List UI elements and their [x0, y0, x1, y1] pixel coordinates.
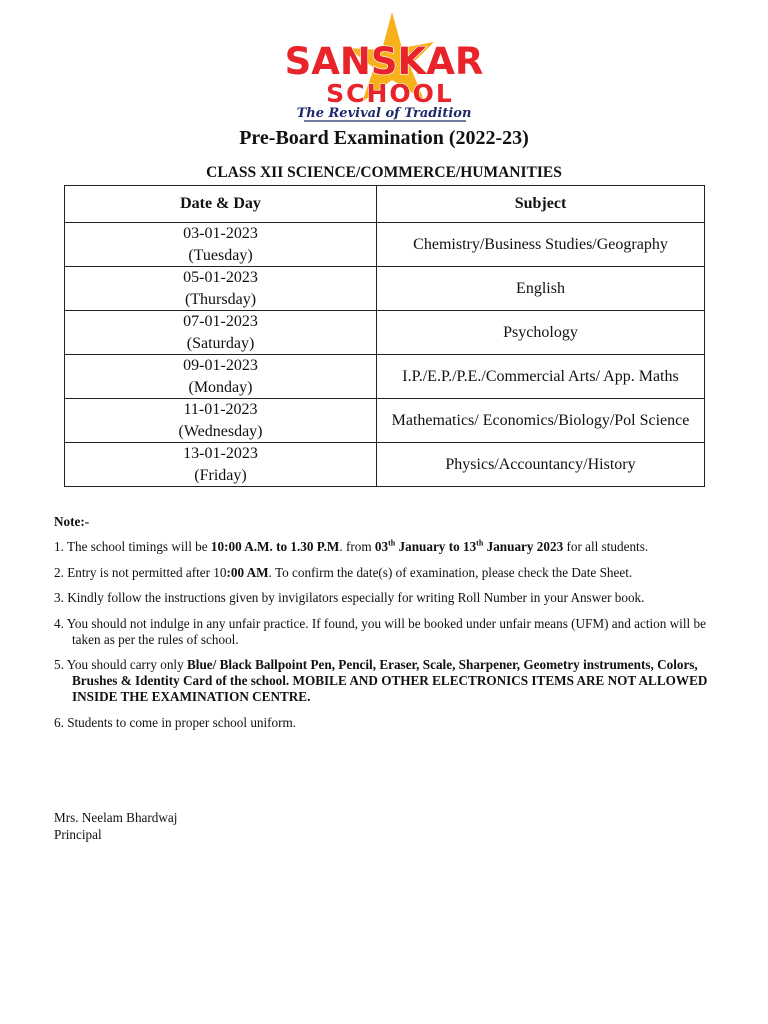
ordinal-suffix: th: [476, 538, 484, 548]
note-text: 1. The school timings will be: [54, 539, 211, 554]
exam-date: 03-01-2023: [183, 225, 258, 242]
school-logo: [284, 8, 484, 126]
logo-line1: SANSKAR: [284, 40, 484, 83]
exam-date: 13-01-2023: [183, 445, 258, 462]
exam-schedule-table: [64, 185, 705, 487]
table-row: [65, 399, 705, 443]
table-header-row: [65, 186, 705, 223]
ordinal-suffix: th: [388, 538, 396, 548]
note-item-1: [54, 539, 734, 555]
date-cell: [65, 355, 377, 399]
note-text: January 2023: [483, 539, 564, 554]
exam-date: 11-01-2023: [183, 401, 258, 418]
exam-day: (Monday): [188, 378, 253, 396]
table-row: [65, 311, 705, 355]
note-emphasis: [375, 539, 563, 554]
exam-date: 07-01-2023: [183, 313, 258, 330]
date-cell: [65, 267, 377, 311]
exam-day: (Tuesday): [188, 246, 253, 264]
table-row: [65, 355, 705, 399]
note-item-6: 6. Students to come in proper school uniform.: [54, 714, 297, 730]
date-cell: [65, 443, 377, 487]
note-text: . from: [339, 539, 375, 554]
note-text: for all students.: [563, 539, 649, 554]
class-subtitle: CLASS XII SCIENCE/COMMERCE/HUMANITIES: [206, 164, 562, 181]
date-cell: [65, 399, 377, 443]
logo-line2: SCHOOL: [326, 79, 454, 108]
principal-name: Mrs. Neelam Bhardwaj: [54, 810, 178, 825]
subject-cell: Mathematics/ Economics/Biology/Pol Science: [377, 399, 705, 443]
subject-cell: Physics/Accountancy/History: [377, 443, 705, 487]
table-row: [65, 443, 705, 487]
note-item-5: [54, 657, 734, 705]
exam-date: 05-01-2023: [183, 269, 258, 286]
logo-tagline: The Revival of Tradition: [296, 106, 472, 121]
note-text: . To confirm the date(s) of examination, please check the Date Sheet.: [268, 564, 633, 580]
note-emphasis: :00 AM: [226, 564, 269, 580]
note-emphasis: Blue/ Black Ballpoint Pen, Pencil, Eraser, Scale, Sharpener, Geometry instruments, Colors, Brushes & Identity Card of the school. MOBILE AND OTHER ELECTRONICS ITEMS ARE NOT ALLOWED INSIDE THE EXAMINATION CENTRE.: [72, 657, 708, 704]
exam-date: 09-01-2023: [183, 357, 258, 374]
signature-block: [54, 809, 177, 843]
note-emphasis: 10:00 A.M. to 1.30 P.M: [210, 539, 340, 554]
header-date-day: Date & Day: [65, 186, 377, 223]
date-cell: [65, 223, 377, 267]
subject-cell: I.P./E.P./P.E./Commercial Arts/ App. Maths: [377, 355, 705, 399]
exam-day: (Thursday): [184, 290, 257, 308]
exam-day: (Saturday): [186, 334, 255, 352]
notes-section: [54, 514, 734, 740]
note-text: January to 13: [395, 539, 477, 554]
notes-heading: Note:-: [54, 514, 90, 529]
note-item-3: 3. Kindly follow the instructions given by invigilators especially for writing Roll Number in your Answer book.: [54, 590, 645, 605]
principal-role: Principal: [54, 827, 102, 842]
subject-cell: Chemistry/Business Studies/Geography: [377, 223, 705, 267]
page-title: Pre-Board Examination (2022-23): [239, 127, 529, 149]
note-item-4: 4. You should not indulge in any unfair practice. If found, you will be booked under unfair means (UFM) and action will be taken as per the rules of school.: [54, 615, 706, 647]
subject-cell: English: [377, 267, 705, 311]
table-row: [65, 223, 705, 267]
note-text: 5. You should carry only: [54, 657, 187, 672]
subject-cell: Psychology: [377, 311, 705, 355]
table-row: [65, 267, 705, 311]
header-subject: Subject: [377, 186, 705, 223]
exam-day: (Friday): [194, 466, 247, 484]
note-item-2: [54, 565, 734, 581]
note-text: 2. Entry is not permitted after 10: [54, 564, 227, 580]
date-cell: [65, 311, 377, 355]
note-text: 03: [374, 539, 389, 554]
exam-day: (Wednesday): [178, 422, 263, 440]
